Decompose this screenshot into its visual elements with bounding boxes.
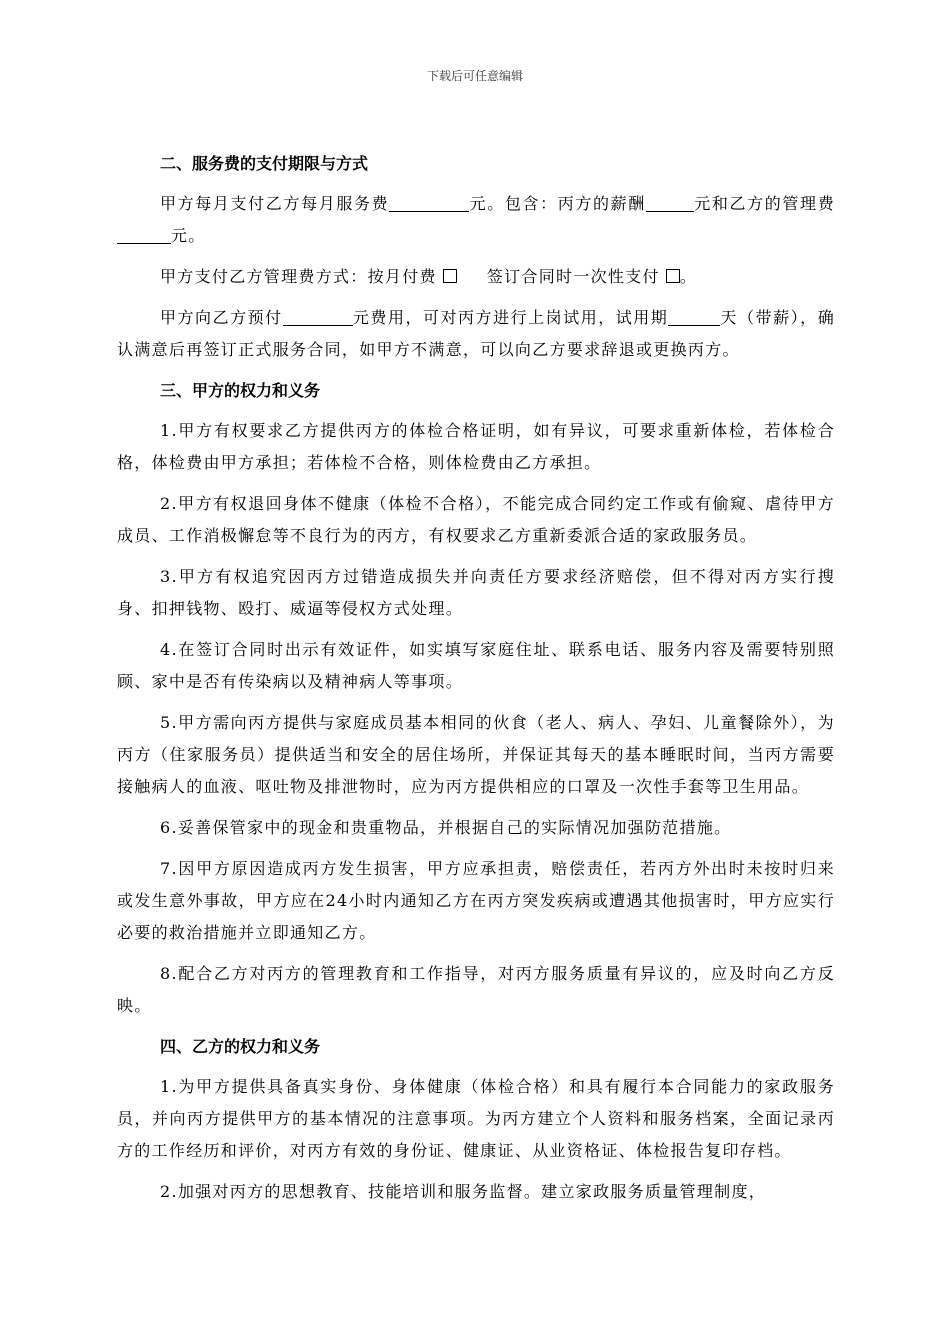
section-3-item-3: 3.甲方有权追究因丙方过错造成损失并向责任方要求经济赔偿，但不得对丙方实行搜身、扣押钱物、殴打、威逼等侵权方式处理。: [117, 567, 835, 618]
monthly-checkbox[interactable]: [443, 269, 457, 283]
trial-days-blank[interactable]: [668, 307, 720, 326]
section-4-item-2: 2.加强对丙方的思想教育、技能培训和服务监督。建立家政服务质量管理制度，: [160, 1182, 767, 1201]
page-header: 下载后可任意编辑: [426, 69, 523, 83]
section-2-title: 二、服务费的支付期限与方式: [160, 154, 369, 173]
section-3-item-7: 7.因甲方原因造成丙方发生损害，甲方应承担责，赔偿责任，若丙方外出时未按时归来或发生意外事故，甲方应在24小时内通知乙方在丙方突发疾病或遭遇其他损害时，甲方应实行必要的救治措施并立即通知乙方。: [117, 859, 835, 942]
section-3-item-1: 1.甲方有权要求乙方提供丙方的体检合格证明，如有异议，可要求重新体检，若体检合格，体检费由甲方承担；若体检不合格，则体检费由乙方承担。: [117, 421, 835, 472]
document-body: [117, 148, 835, 1217]
section-3-item-2: 2.甲方有权退回身体不健康（体检不合格），不能完成合同约定工作或有偷窥、虐待甲方成员、工作消极懈怠等不良行为的丙方，有权要求乙方重新委派合适的家政服务员。: [117, 494, 835, 545]
section-4-item-1: 1.为甲方提供具备真实身份、身体健康（体检合格）和具有履行本合同能力的家政服务员，并向丙方提供甲方的基本情况的注意事项。为丙方建立个人资料和服务档案，全面记录丙方的工作经历和评价，对丙方有效的身份证、健康证、从业资格证、体检报告复印存档。: [117, 1077, 835, 1160]
salary-blank[interactable]: [646, 193, 694, 212]
section-4-title: 四、乙方的权力和义务: [160, 1037, 321, 1056]
lump-sum-checkbox[interactable]: [666, 269, 680, 283]
section-2-paragraph-1: 甲方每月支付乙方每月服务费 元。包含：丙方的薪酬 元和乙方的管理费元。: [117, 188, 835, 252]
section-2-paragraph-3: 甲方向乙方预付 元费用，可对丙方进行上岗试用，试用期 天（带薪），确认满意后再签订正式服务合同，如甲方不满意，可以向乙方要求辞退或更换丙方。: [117, 308, 835, 359]
section-3-title: 三、甲方的权力和义务: [160, 381, 321, 400]
fee-blank[interactable]: [389, 193, 469, 212]
section-3-item-6: 6.妥善保管家中的现金和贵重物品，并根据自己的实际情况加强防范措施。: [160, 818, 732, 837]
section-3-item-5: 5.甲方需向丙方提供与家庭成员基本相同的伙食（老人、病人、孕妇、儿童餐除外），为丙方（住家服务员）提供适当和安全的居住场所，并保证其每天的基本睡眠时间，当丙方需要接触病人的血液、呕吐物及排泄物时，应为丙方提供相应的口罩及一次性手套等卫生用品。: [117, 713, 835, 796]
management-fee-blank[interactable]: [117, 225, 171, 244]
section-3-item-4: 4.在签订合同时出示有效证件，如实填写家庭住址、联系电话、服务内容及需要特别照顾、家中是否有传染病以及精神病人等事项。: [117, 640, 835, 691]
section-3-item-8: 8.配合乙方对丙方的管理教育和工作指导，对丙方服务质量有异议的，应及时向乙方反映。: [117, 964, 835, 1015]
section-2-paragraph-2: 甲方支付乙方管理费方式：按月付费 签订合同时一次性支付 。: [160, 267, 698, 286]
prepay-blank[interactable]: [283, 307, 353, 326]
